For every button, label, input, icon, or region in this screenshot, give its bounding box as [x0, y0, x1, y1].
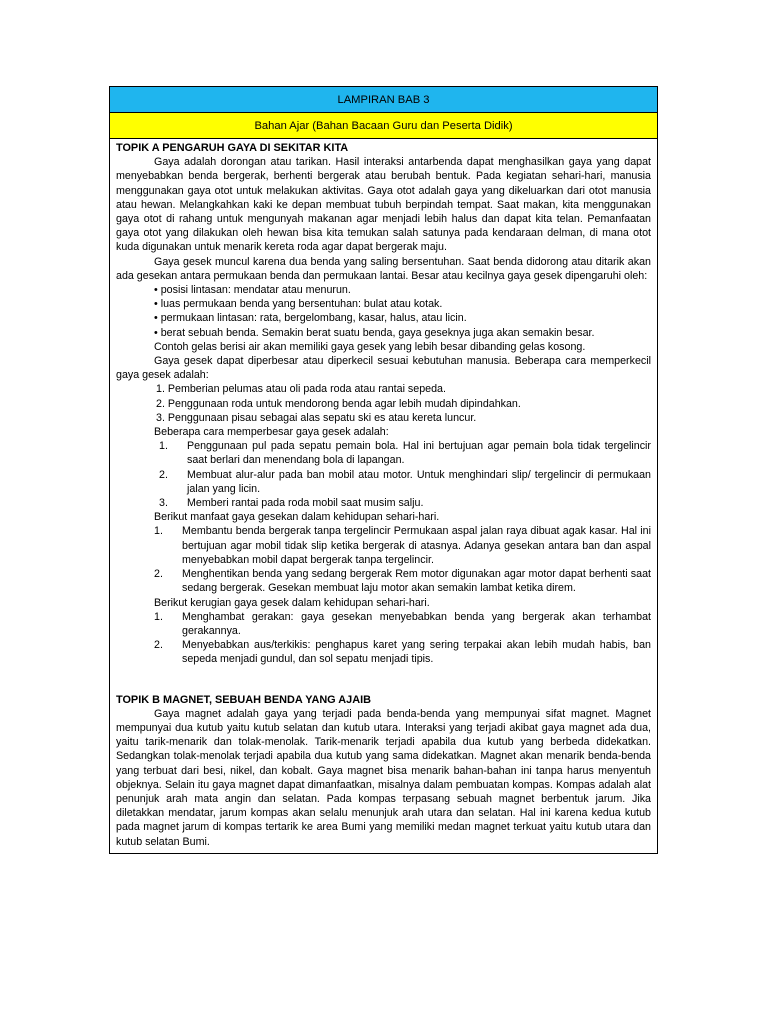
list-item: • posisi lintasan: mendatar atau menurun.: [154, 284, 351, 297]
spacer: [116, 667, 651, 693]
list-text: Membantu benda bergerak tanpa tergelincir Permukaan aspal jalan raya dibuat agak kasar. Hal ini bertujuan agar mobil tidak slip ketika bergerak di atasnya. Adanya gesekan antara ban dan aspal menyebabkan mobil dapat bergerak tanpa tergelincir.: [182, 525, 651, 566]
list-number: 3.: [159, 497, 168, 510]
appendix-title: LAMPIRAN BAB 3: [110, 87, 657, 113]
numbered-list: [116, 439, 651, 510]
appendix-subtitle: Bahan Ajar (Bahan Bacaan Guru dan Peserta Didik): [110, 113, 657, 139]
paragraph: Gaya adalah dorongan atau tarikan. Hasil interaksi antarbenda dapat menghasilkan gaya yang dapat menyebabkan benda bergerak, berhenti bergerak atau berubah bentuk. Pada kegiatan sehari-hari, manusia menggunakan gaya otot untuk melakukan aktivitas. Gaya otot adalah gaya yang dikeluarkan dari otot manusia atau hewan. Melangkahkan kaki ke depan membuat tubuh berpindah tempat. Saat makan, kita menggunakan gaya otot di rahang untuk mengunyah makanan agar menjadi lebih halus dan dapat kita telan. Pemanfaatan gaya otot yang dilakukan oleh hewan bisa kita temukan salah satunya pada kendaraan delman, di mana otot kuda digunakan untuk menarik kereta roda agar dapat bergerak maju.: [116, 156, 651, 254]
list-item: 2. Penggunaan roda untuk mendorong benda agar lebih mudah dipindahkan.: [156, 397, 521, 410]
paragraph: Beberapa cara memperbesar gaya gesek adalah:: [154, 426, 389, 439]
list-number: 2.: [154, 639, 163, 652]
list-number: 1.: [159, 440, 168, 453]
paragraph: Contoh gelas berisi air akan memiliki gaya gesek yang lebih besar dibanding gelas kosong.: [154, 340, 586, 353]
paragraph: Gaya gesek dapat diperbesar atau diperkecil sesuai kebutuhan manusia. Beberapa cara memperkecil gaya gesek adalah:: [116, 355, 651, 382]
numbered-list: [116, 524, 651, 595]
list-item: [116, 638, 651, 666]
list-number: 1.: [154, 525, 163, 538]
list-text: Menghentikan benda yang sedang bergerak Rem motor digunakan agar motor dapat berhenti saat sedang bergerak. Gesekan membuat laju motor akan semakin lambat ketika direm.: [182, 568, 651, 595]
list-text: Penggunaan pul pada sepatu pemain bola. Hal ini bertujuan agar pemain bola tidak tergelincir saat berlari dan menendang bola di lapangan.: [187, 440, 651, 467]
document-table: [109, 86, 658, 854]
topic-b-heading: TOPIK B MAGNET, SEBUAH BENDA YANG AJAIB: [116, 693, 371, 706]
numbered-list: [116, 382, 651, 425]
list-item: • luas permukaan benda yang bersentuhan: bulat atau kotak.: [154, 298, 443, 311]
topic-a-heading: TOPIK A PENGARUH GAYA DI SEKITAR KITA: [116, 142, 349, 154]
list-number: 2.: [159, 468, 168, 481]
list-item: [116, 496, 651, 510]
list-item: [116, 610, 651, 638]
list-item: • berat sebuah benda. Semakin berat suatu benda, gaya geseknya juga akan semakin besar.: [154, 326, 595, 339]
paragraph: Gaya magnet adalah gaya yang terjadi pada benda-benda yang mempunyai sifat magnet. Magnet mempunyai dua kutub yaitu kutub selatan dan kutub utara. Interaksi yang terjadi akibat gaya magnet ada dua, yaitu tarik-menarik dan tolak-menolak. Tarik-menarik terjadi apabila dua kutub yang berbeda didekatkan. Sedangkan tolak-menolak terjadi apabila dua kutub yang sama didekatkan. Magnet akan menarik benda-benda yang terbuat dari besi, nikel, dan kobalt. Gaya magnet bisa menarik bahan-bahan ini tanpa harus menyentuh objeknya. Selain itu gaya magnet dapat dimanfaatkan, misalnya dalam pembuatan kompas. Kompas adalah alat penunjuk arah mata angin dan selatan. Pada kompas terpasang sebuah magnet berbentuk jarum. Jika diletakkan mendatar, jarum kompas akan selalu menunjuk arah utara dan selatan. Hal ini karena kedua kutub pada magnet jarum di kompas tertarik ke area Bumi yang memiliki medan magnet terkuat yaitu kutub utara dan kutub selatan Bumi.: [116, 707, 651, 848]
list-number: 2.: [154, 568, 163, 581]
list-text: Menyebabkan aus/terkikis: penghapus karet yang sering terpakai akan lebih mudah habis, ban sepeda menjadi gundul, dan sol sepatu menjadi tipis.: [182, 639, 651, 666]
numbered-list: [116, 610, 651, 667]
list-item: • permukaan lintasan: rata, bergelombang, kasar, halus, atau licin.: [154, 312, 467, 325]
paragraph: Gaya gesek muncul karena dua benda yang saling bersentuhan. Saat benda didorong atau ditarik akan ada gesekan antara permukaan benda dan permukaan lantai. Besar atau kecilnya gaya gesek dipengaruhi oleh:: [116, 255, 651, 282]
list-item: [116, 567, 651, 595]
list-item: [116, 524, 651, 567]
list-item: [116, 468, 651, 496]
list-text: Menghambat gerakan: gaya gesekan menyebabkan benda yang bergerak akan terhambat gerakannya.: [182, 610, 651, 637]
list-item: [116, 439, 651, 467]
list-number: 1.: [154, 610, 163, 623]
bullet-list: [116, 283, 651, 340]
list-text: Memberi rantai pada roda mobil saat musim salju.: [187, 497, 424, 510]
list-text: Membuat alur-alur pada ban mobil atau motor. Untuk menghindari slip/ tergelincir di permukaan jalan yang licin.: [187, 468, 651, 495]
list-item: 3. Penggunaan pisau sebagai alas sepatu ski es atau kereta luncur.: [156, 411, 477, 424]
paragraph: Berikut manfaat gaya gesekan dalam kehidupan sehari-hari.: [154, 511, 440, 524]
content-cell: [110, 139, 657, 853]
paragraph: Berikut kerugian gaya gesek dalam kehidupan sehari-hari.: [154, 596, 430, 609]
list-item: 1. Pemberian pelumas atau oli pada roda atau rantai sepeda.: [156, 383, 446, 396]
